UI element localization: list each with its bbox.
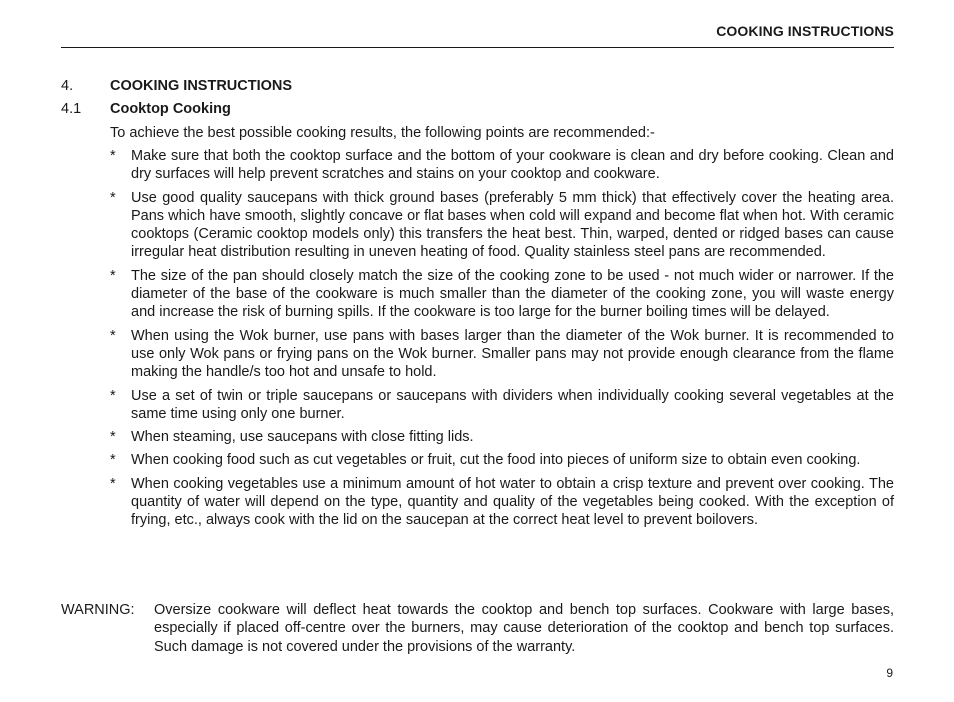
list-item xyxy=(110,387,894,424)
page-header xyxy=(61,22,894,48)
list-item-text: When steaming, use saucepans with close fitting lids. xyxy=(131,429,474,446)
bullet-asterisk: * xyxy=(110,189,116,206)
bullet-asterisk: * xyxy=(110,327,116,344)
page-number: 9 xyxy=(886,666,893,680)
list-item-text: The size of the pan should closely match the size of the cooking zone to be used - not much wider or narrower. If the diameter of the base of the cookware is much smaller than the diameter of the cooking zone, you will waste energy and increase the risk of burning spills. If the cookware is too large for the burner boiling times will be delayed. xyxy=(131,267,894,321)
bullet-asterisk: * xyxy=(110,429,116,446)
recommendation-list xyxy=(110,147,894,535)
list-item-text: When cooking vegetables use a minimum amount of hot water to obtain a crisp texture and prevent over cooking. The quantity of water will depend on the type, quantity and quality of the vegetables being cooked. With the exception of frying, etc., always cook with the lid on the saucepan at the correct heat level to prevent boilovers. xyxy=(131,475,894,529)
bullet-asterisk: * xyxy=(110,148,116,164)
list-item-text: When using the Wok burner, use pans with bases larger than the diameter of the Wok burner. It is recommended to use only Wok pans or frying pans on the Wok burner. Smaller pans may not provide enough clearance from the flame making the handle/s too hot and unsafe to hold. xyxy=(131,327,894,381)
list-item-text: Use a set of twin or triple saucepans or saucepans with dividers when individually cooking several vegetables at the same time using only one burner. xyxy=(131,387,894,422)
list-item xyxy=(110,428,894,446)
section-title: COOKING INSTRUCTIONS xyxy=(110,78,293,94)
bullet-asterisk: * xyxy=(110,475,116,492)
bullet-asterisk: * xyxy=(110,452,116,469)
list-item-text: When cooking food such as cut vegetables or fruit, cut the food into pieces of uniform size to obtain even cooking. xyxy=(131,452,861,469)
bullet-asterisk: * xyxy=(110,387,116,404)
list-item xyxy=(110,189,894,262)
list-item xyxy=(110,475,894,530)
list-item-text: Use good quality saucepans with thick ground bases (preferably 5 mm thick) that effectively cover the heating area. Pans which have smooth, slightly concave or flat bases when cold will expand and become flat when hot. With ceramic cooktops (Ceramic cooktop models only) this transfers the heat best. Thin, warped, dented or ridged bases can cause irregular heat distribution resulting in uneven heating of food. Quality stainless steel pans are recommended. xyxy=(131,189,894,261)
warning-block xyxy=(61,601,894,656)
intro-paragraph: To achieve the best possible cooking results, the following points are recommended:- xyxy=(110,125,655,141)
list-item xyxy=(110,451,894,469)
list-item xyxy=(110,147,894,184)
bullet-asterisk: * xyxy=(110,267,116,284)
subsection-number: 4.1 xyxy=(61,101,82,117)
warning-label: WARNING: xyxy=(61,602,135,618)
list-item xyxy=(110,267,894,322)
section-number: 4. xyxy=(61,78,74,94)
subsection-title: Cooktop Cooking xyxy=(110,101,231,117)
list-item-text: Make sure that both the cooktop surface and the bottom of your cookware is clean and dry before cooking. Clean and dry surfaces will help prevent scratches and stains on your cooktop and cookware. xyxy=(131,148,894,183)
warning-text: Oversize cookware will deflect heat towards the cooktop and bench top surfaces. Cookware with large bases, especially if placed off-centre over the burners, may cause deterioration of the cooktop and bench top surfaces. Such damage is not covered under the provisions of the warranty. xyxy=(154,602,894,655)
list-item xyxy=(110,327,894,382)
running-title: COOKING INSTRUCTIONS xyxy=(716,23,894,39)
